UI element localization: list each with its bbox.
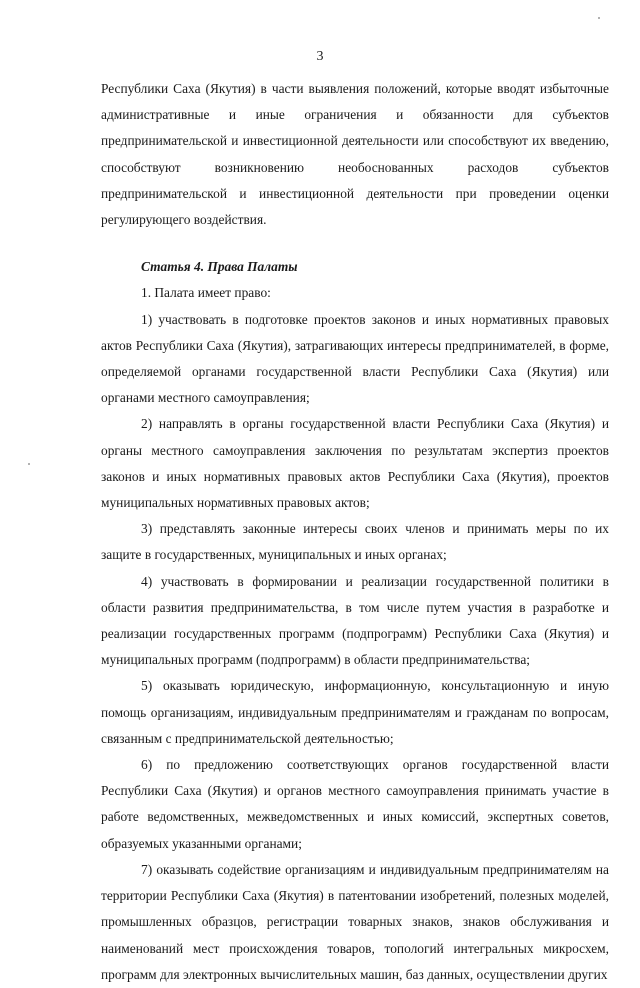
article-item-7: 7) оказывать содействие организациям и индивидуальным предпринимателям на территории Республики Саха (Якутия) в патентовании изобретений, полезных моделей, промышленных образцов, регистрации товарных знаков, знаков обслуживания и наименований мест происхождения товаров, топологий интегральных микросхем, программ для электронных вычислительных машин, баз данных, осуществлении других xyxy=(101,861,609,982)
article-lead: 1. Палата имеет право: xyxy=(141,285,271,301)
article-item-2: 2) направлять в органы государственной власти Республики Саха (Якутия) и органы местного самоуправления заключения по результатам экспертиз проектов законов и иных нормативных правовых актов Республики Саха (Якутия), проектов муниципальных нормативных правовых актов; xyxy=(101,416,609,511)
page-number: 3 xyxy=(316,49,324,64)
article-item-5: 5) оказывать юридическую, информационную, консультационную и иную помощь организациям, индивидуальным предпринимателям и гражданам по вопросам, связанным с предпринимательской деятельностью; xyxy=(101,678,609,746)
article-item-4: 4) участвовать в формировании и реализации государственной политики в области развития предпринимательства, в том числе путем участия в разработке и реализации государственных программ (подпрограмм) Республики Саха (Якутия) и муниципальных программ (подпрограмм) в области предпринимательства; xyxy=(101,573,609,668)
article-heading: Статья 4. Права Палаты xyxy=(141,259,298,275)
scan-speck xyxy=(598,17,600,19)
article-item-6: 6) по предложению соответствующих органов государственной власти Республики Саха (Якутия) и органов местного самоуправления принимать участие в работе ведомственных, межведомственных и иных комиссий, экспертных советов, образуемых указанными органами; xyxy=(101,757,609,851)
intro-paragraph: Республики Саха (Якутия) в части выявления положений, которые вводят избыточные административные и иные ограничения и обязанности для субъектов предпринимательской и инвестиционной деятельности или способствуют их введению, способствуют возникновению необоснованных расходов субъектов предпринимательской и инвестиционной деятельности при проведении оценки регулирующего воздействия. xyxy=(101,81,609,228)
document-body xyxy=(101,76,609,988)
scan-speck xyxy=(28,463,30,465)
article-item-3: 3) представлять законные интересы своих членов и принимать меры по их защите в государственных, муниципальных и иных органах; xyxy=(101,521,609,563)
article-item-1: 1) участвовать в подготовке проектов законов и иных нормативных правовых актов Республики Саха (Якутия), затрагивающих интересы предпринимателей, в форме, определяемой органами государственной власти Республики Саха (Якутия) или органами местного самоуправления; xyxy=(101,311,609,406)
